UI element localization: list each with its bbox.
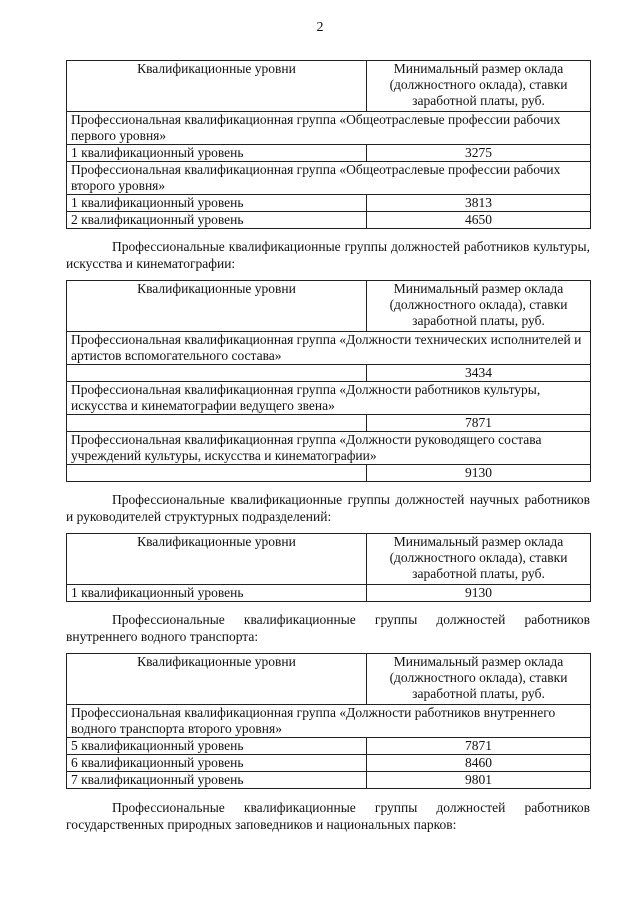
group-row <box>67 162 591 195</box>
level-cell: 5 квалификационный уровень <box>67 738 367 755</box>
table-water-transport <box>66 653 591 789</box>
table-row <box>67 772 591 789</box>
group-row <box>67 432 591 465</box>
table-culture <box>66 280 591 482</box>
value-cell: 9801 <box>367 772 591 789</box>
header-levels: Квалификационные уровни <box>67 61 367 112</box>
table-row <box>67 585 591 602</box>
value-cell: 3434 <box>367 365 591 382</box>
level-cell <box>67 465 367 482</box>
table-header-row <box>67 61 591 112</box>
value-cell: 3275 <box>367 145 591 162</box>
page-number: 2 <box>316 20 324 35</box>
header-min-salary: Минимальный размер оклада (должностного оклада), ставки заработной платы, руб. <box>367 654 591 705</box>
group-row <box>67 705 591 738</box>
table-row <box>67 415 591 432</box>
paragraph-water-transport: Профессиональные квалификационные группы должностей работников внутреннего водного транспорта: <box>66 612 590 644</box>
group-title: Профессиональная квалификационная группа «Должности работников внутреннего водного транспорта второго уровня» <box>67 705 591 738</box>
header-min-salary: Минимальный размер оклада (должностного оклада), ставки заработной платы, руб. <box>367 61 591 112</box>
table-workers-general <box>66 60 591 229</box>
level-cell <box>67 415 367 432</box>
paragraph-culture: Профессиональные квалификационные группы должностей работников культуры, искусства и кинематографии: <box>66 239 590 271</box>
table-row <box>67 465 591 482</box>
group-title: Профессиональная квалификационная группа «Должности руководящего состава учреждений культуры, искусства и кинематографии» <box>67 432 591 465</box>
level-cell: 1 квалификационный уровень <box>67 585 367 602</box>
value-cell: 3813 <box>367 195 591 212</box>
document-body <box>66 60 590 847</box>
header-levels: Квалификационные уровни <box>67 281 367 332</box>
value-cell: 4650 <box>367 212 591 229</box>
header-min-salary: Минимальный размер оклада (должностного оклада), ставки заработной платы, руб. <box>367 281 591 332</box>
header-levels: Квалификационные уровни <box>67 534 367 585</box>
table-row <box>67 738 591 755</box>
value-cell: 8460 <box>367 755 591 772</box>
group-title: Профессиональная квалификационная группа «Должности технических исполнителей и артистов вспомогательного состава» <box>67 332 591 365</box>
group-row <box>67 332 591 365</box>
group-title: Профессиональная квалификационная группа «Общеотраслевые профессии рабочих второго уровня» <box>67 162 591 195</box>
group-title: Профессиональная квалификационная группа «Должности работников культуры, искусства и кинематографии ведущего звена» <box>67 382 591 415</box>
paragraph-science: Профессиональные квалификационные группы должностей научных работников и руководителей структурных подразделений: <box>66 492 590 524</box>
table-row <box>67 145 591 162</box>
value-cell: 9130 <box>367 465 591 482</box>
level-cell: 1 квалификационный уровень <box>67 145 367 162</box>
group-row <box>67 112 591 145</box>
table-science <box>66 533 591 602</box>
value-cell: 9130 <box>367 585 591 602</box>
table-row <box>67 212 591 229</box>
table-header-row <box>67 654 591 705</box>
group-row <box>67 382 591 415</box>
header-min-salary: Минимальный размер оклада (должностного оклада), ставки заработной платы, руб. <box>367 534 591 585</box>
table-header-row <box>67 534 591 585</box>
table-row <box>67 195 591 212</box>
level-cell: 1 квалификационный уровень <box>67 195 367 212</box>
paragraph-reserves: Профессиональные квалификационные группы должностей работников государственных природных заповедников и национальных парков: <box>66 800 590 832</box>
table-row <box>67 755 591 772</box>
group-title: Профессиональная квалификационная группа «Общеотраслевые профессии рабочих первого уровня» <box>67 112 591 145</box>
level-cell <box>67 365 367 382</box>
table-row <box>67 365 591 382</box>
level-cell: 6 квалификационный уровень <box>67 755 367 772</box>
value-cell: 7871 <box>367 738 591 755</box>
table-header-row <box>67 281 591 332</box>
header-levels: Квалификационные уровни <box>67 654 367 705</box>
value-cell: 7871 <box>367 415 591 432</box>
level-cell: 2 квалификационный уровень <box>67 212 367 229</box>
level-cell: 7 квалификационный уровень <box>67 772 367 789</box>
